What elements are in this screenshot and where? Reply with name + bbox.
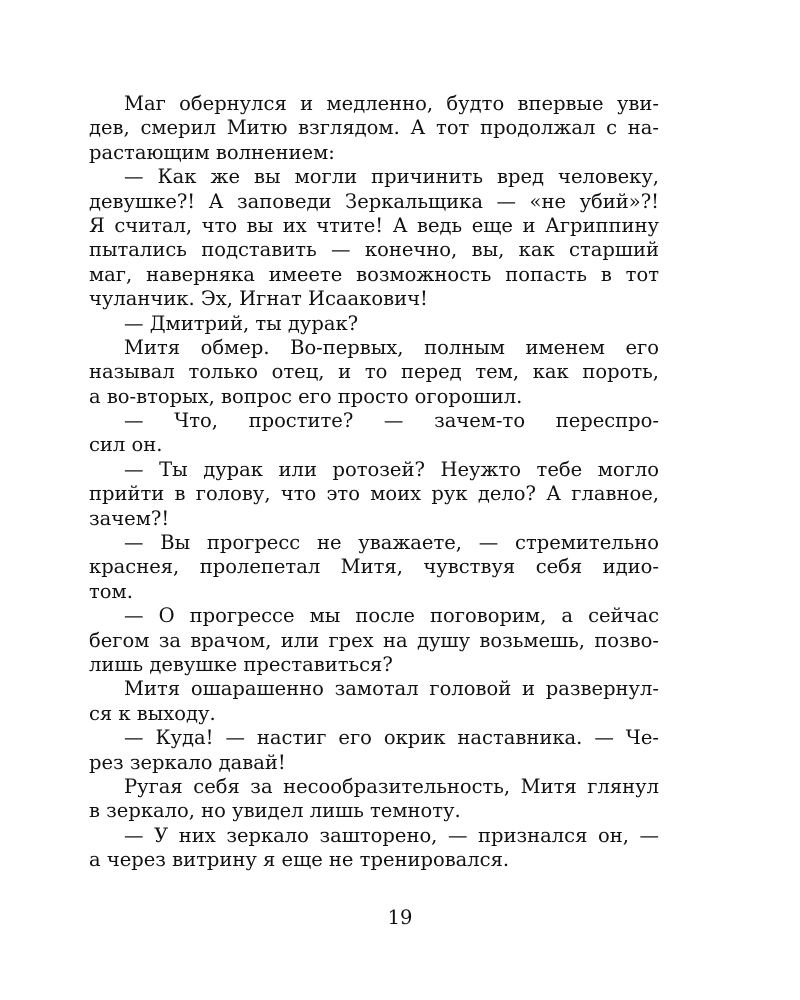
text-line: девушке?! А заповеди Зеркальщика — «не убий»?! <box>89 189 659 213</box>
text-line: а во-вторых, вопрос его просто огорошил. <box>89 384 523 408</box>
text-line: растающим волнением: <box>89 140 335 164</box>
text-line: — Ты дурак или ротозей? Неужто тебе могло <box>124 457 659 481</box>
text-line: — Что, простите? — зачем-то переспро- <box>124 409 659 433</box>
text-line: зачем?! <box>89 506 170 530</box>
text-line: Ругая себя за несообразительность, Митя глянул <box>124 774 659 798</box>
text-line: называл только отец, и то перед тем, как пороть, <box>89 360 659 384</box>
text-line: сил он. <box>89 433 163 457</box>
text-line: бегом за врачом, или грех на душу возьмешь, позво- <box>89 628 659 652</box>
text-line: а через витрину я еще не тренировался. <box>89 848 510 872</box>
text-line: прийти в голову, что это моих рук дело? А главное, <box>89 482 659 506</box>
text-line: ся к выходу. <box>89 701 216 725</box>
text-line: — О прогрессе мы после поговорим, а сейчас <box>124 604 659 628</box>
text-line: маг, наверняка имеете возможность попасть в тот <box>89 262 659 286</box>
page-number: 19 <box>387 906 413 929</box>
text-line: — У них зеркало зашторено, — признался он, — <box>124 823 659 847</box>
text-line: лишь девушке преставиться? <box>89 652 393 676</box>
text-line: — Дмитрий, ты дурак? <box>124 311 359 335</box>
text-line: дев, смерил Митю взглядом. А тот продолжал с на- <box>89 116 659 140</box>
text-line: чуланчик. Эх, Игнат Исаакович! <box>89 287 428 311</box>
text-line: Я считал, что вы их чтите! А ведь еще и Агриппину <box>89 213 659 237</box>
text-line: рез зеркало давай! <box>89 750 286 774</box>
text-line: Маг обернулся и медленно, будто впервые уви- <box>124 92 659 115</box>
text-line: Митя ошарашенно замотал головой и развернул- <box>124 677 659 701</box>
text-line: том. <box>89 579 133 603</box>
text-line: в зеркало, но увидел лишь темноту. <box>89 799 461 823</box>
body-text <box>89 92 659 873</box>
text-line: пытались подставить — конечно, вы, как старший <box>89 238 659 262</box>
text-line: краснея, пролепетал Митя, чувствуя себя идио- <box>89 555 659 579</box>
text-line: — Как же вы могли причинить вред человеку, <box>124 165 659 189</box>
text-line: — Куда! — настиг его окрик наставника. — Че- <box>124 726 659 750</box>
text-line: Митя обмер. Во-первых, полным именем его <box>124 335 659 359</box>
text-line: — Вы прогресс не уважаете, — стремительно <box>124 531 659 555</box>
